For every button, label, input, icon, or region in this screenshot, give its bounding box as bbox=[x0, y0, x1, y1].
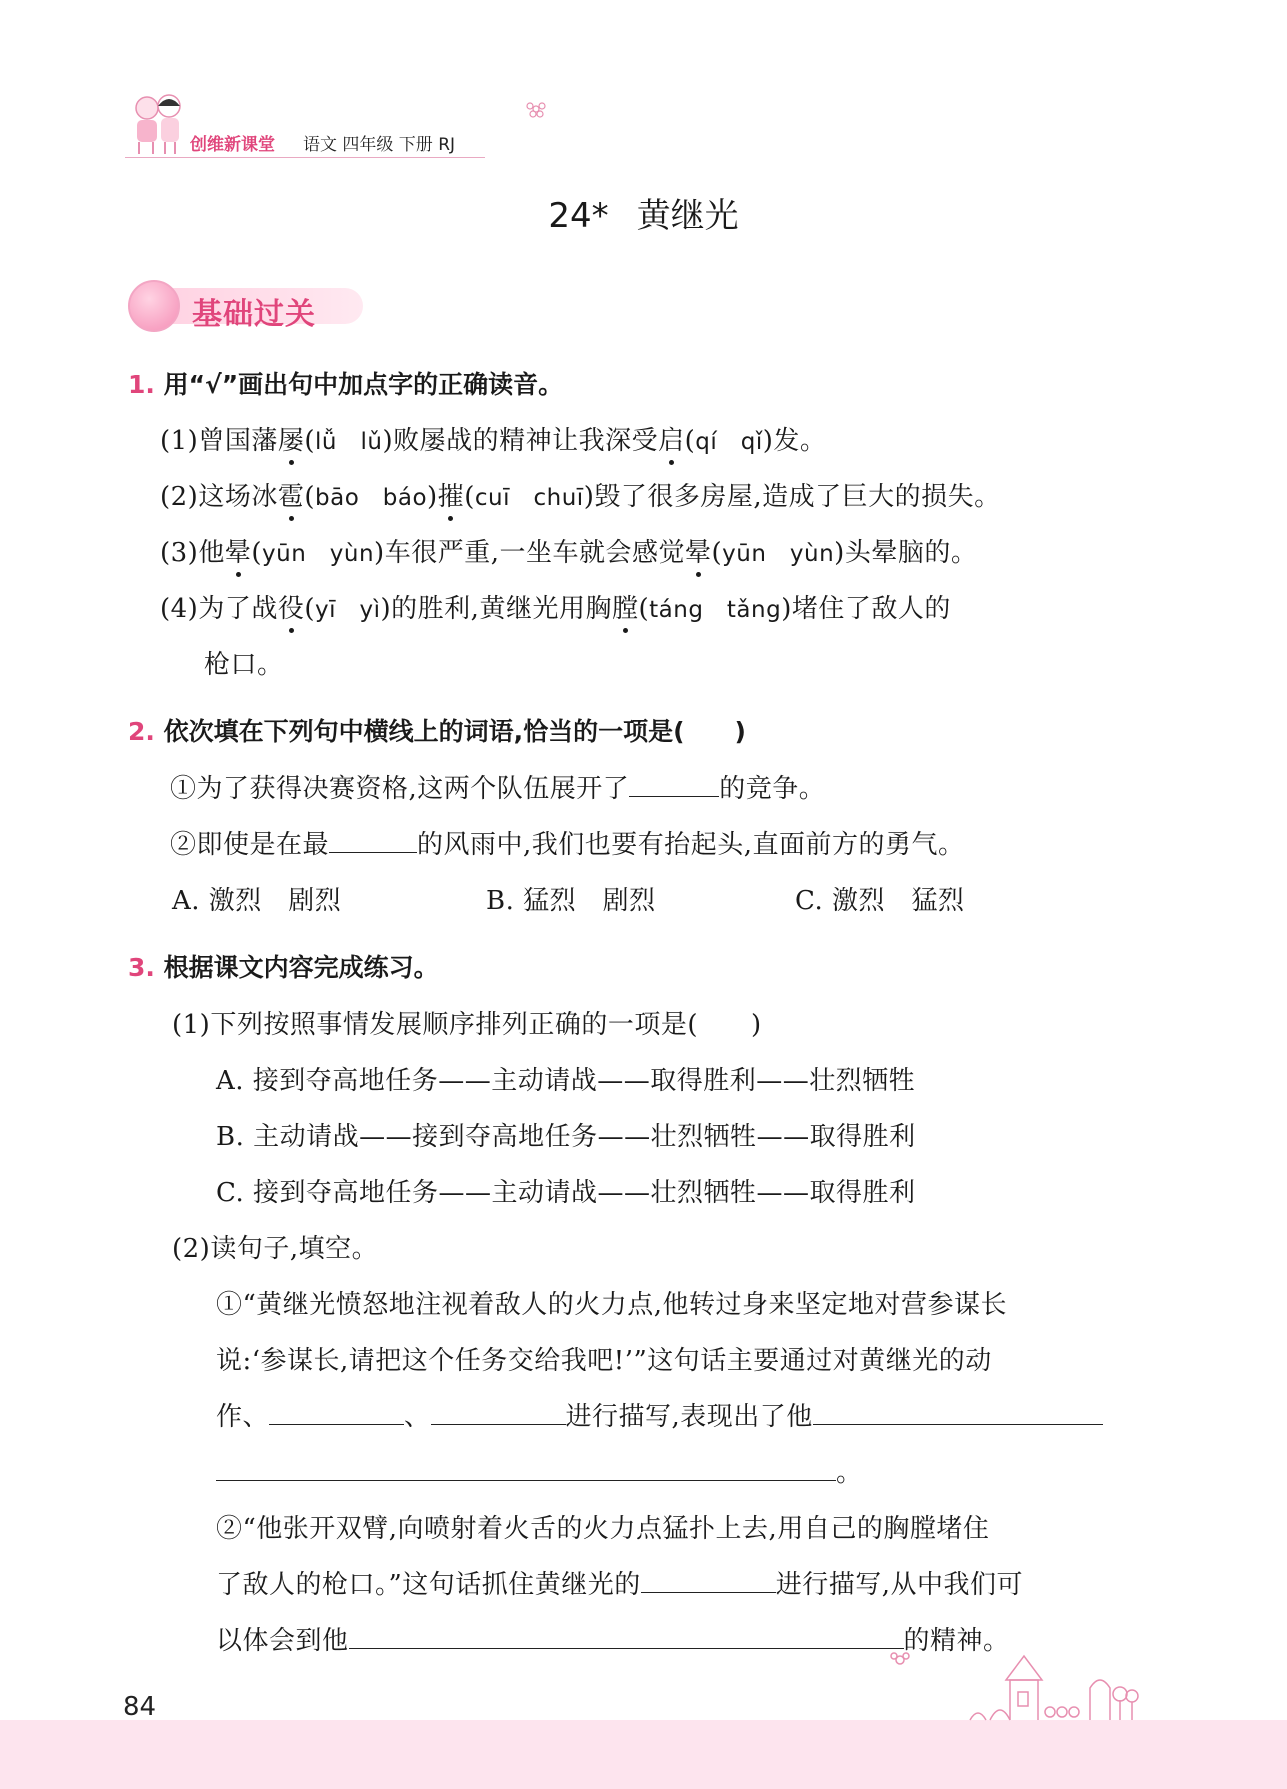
pinyin-options[interactable]: táng tǎng bbox=[649, 597, 782, 623]
dotted-char: 晕 bbox=[685, 532, 712, 569]
answer-blank[interactable] bbox=[349, 1621, 904, 1649]
lesson-name: 黄继光 bbox=[636, 196, 739, 236]
q2-sentence-1: ①为了获得决赛资格,这两个队伍展开了 的竞争。 bbox=[170, 768, 825, 805]
q1-item-2: (2)这场冰雹(bāo báo)摧(cuī chuī)毁了很多房屋,造成了巨大的损失。 bbox=[160, 476, 1001, 513]
answer-blank[interactable] bbox=[629, 769, 719, 797]
lesson-title bbox=[0, 188, 1287, 237]
dotted-char: 摧 bbox=[438, 476, 465, 513]
pinyin-options[interactable]: qí qǐ bbox=[695, 429, 763, 455]
dotted-char: 晕 bbox=[225, 532, 252, 569]
q3-sub1-option-a[interactable]: A. 接到夺高地任务——主动请战——取得胜利——壮烈牺牲 bbox=[216, 1066, 916, 1096]
q2-option-c[interactable]: C. 激烈 猛烈 bbox=[795, 886, 965, 916]
q1-number: 1. bbox=[128, 370, 155, 399]
q2-option-a[interactable]: A. 激烈 剧烈 bbox=[172, 886, 342, 916]
q1-item-1: (1)曾国藩屡(lǚ lǔ)败屡战的精神让我深受启(qí qǐ)发。 bbox=[160, 420, 826, 457]
q2-sentence-2: ②即使是在最 的风雨中,我们也要有抬起头,直面前方的勇气。 bbox=[170, 824, 965, 861]
q3-passage-2-line-2: 了敌人的枪口。”这句话抓住黄继光的 进行描写,从中我们可 bbox=[216, 1564, 1023, 1601]
header-brand: 创维新课堂 bbox=[190, 135, 275, 155]
footer-band bbox=[0, 1720, 1287, 1789]
q1-prompt-text: 用“√”画出句中加点字的正确读音。 bbox=[163, 370, 564, 399]
q1-prompt bbox=[128, 365, 563, 401]
header-children-illustration bbox=[125, 88, 195, 158]
lesson-number: 24* bbox=[548, 196, 609, 236]
dotted-char: 启 bbox=[658, 420, 685, 457]
q2-option-b[interactable]: B. 猛烈 剧烈 bbox=[486, 886, 656, 916]
castle-illustration bbox=[880, 1640, 1170, 1722]
section-badge bbox=[128, 278, 378, 330]
q1-item-4-cont: 枪口。 bbox=[204, 650, 284, 680]
q2-prompt bbox=[128, 712, 746, 748]
answer-blank[interactable] bbox=[269, 1397, 404, 1425]
q3-passage-1-line-3: 作、 、 进行描写,表现出了他 bbox=[216, 1396, 1103, 1433]
q1-item-4: (4)为了战役(yī yì)的胜利,黄继光用胸膛(táng tǎng)堵住了敌人的 bbox=[160, 588, 951, 625]
header-subject: 语文 四年级 下册 RJ bbox=[303, 135, 456, 155]
dotted-char: 雹 bbox=[278, 476, 305, 513]
pinyin-options[interactable]: bāo báo bbox=[315, 485, 428, 511]
header-divider bbox=[125, 157, 485, 158]
pinyin-options[interactable]: yūn yùn bbox=[262, 541, 375, 567]
q3-prompt bbox=[128, 948, 439, 984]
q3-passage-2-line-3: 以体会到他 的精神。 bbox=[216, 1620, 1010, 1657]
answer-blank[interactable] bbox=[431, 1397, 566, 1425]
q2-number: 2. bbox=[128, 717, 155, 746]
pinyin-options[interactable]: yī yì bbox=[315, 597, 381, 623]
q3-prompt-text: 根据课文内容完成练习。 bbox=[163, 953, 439, 982]
dotted-char: 屡 bbox=[278, 420, 305, 457]
q3-sub1-option-b[interactable]: B. 主动请战——接到夺高地任务——壮烈牺牲——取得胜利 bbox=[216, 1122, 916, 1152]
answer-blank[interactable] bbox=[329, 825, 417, 853]
q3-sub1-prompt: (1)下列按照事情发展顺序排列正确的一项是( ) bbox=[172, 1010, 762, 1040]
q3-sub2-prompt: (2)读句子,填空。 bbox=[172, 1234, 379, 1264]
q3-passage-1-line-4: 。 bbox=[216, 1452, 863, 1489]
answer-blank[interactable] bbox=[813, 1397, 1103, 1425]
q3-sub1-option-c[interactable]: C. 接到夺高地任务——主动请战——壮烈牺牲——取得胜利 bbox=[216, 1178, 916, 1208]
pinyin-options[interactable]: lǚ lǔ bbox=[315, 429, 383, 455]
flower-icon bbox=[525, 100, 547, 118]
pinyin-options[interactable]: cuī chuī bbox=[474, 485, 584, 511]
q3-passage-1-line-1: ①“黄继光愤怒地注视着敌人的火力点,他转过身来坚定地对营参谋长 bbox=[216, 1290, 1008, 1320]
section-mascot-icon bbox=[128, 280, 180, 332]
q2-prompt-text: 依次填在下列句中横线上的词语,恰当的一项是( ) bbox=[163, 717, 746, 746]
q3-passage-1-line-2: 说:‘参谋长,请把这个任务交给我吧!’”这句话主要通过对黄继光的动 bbox=[216, 1346, 992, 1376]
dotted-char: 役 bbox=[278, 588, 305, 625]
pinyin-options[interactable]: yūn yùn bbox=[722, 541, 835, 567]
answer-blank[interactable] bbox=[641, 1565, 776, 1593]
page-number: 84 bbox=[123, 1692, 157, 1722]
section-label: 基础过关 bbox=[192, 297, 316, 332]
q3-number: 3. bbox=[128, 953, 155, 982]
q1-item-3: (3)他晕(yūn yùn)车很严重,一坐车就会感觉晕(yūn yùn)头晕脑的。 bbox=[160, 532, 977, 569]
q3-passage-2-line-1: ②“他张开双臂,向喷射着火舌的火力点猛扑上去,用自己的胸膛堵住 bbox=[216, 1514, 990, 1544]
answer-blank[interactable] bbox=[216, 1453, 836, 1481]
dotted-char: 膛 bbox=[612, 588, 639, 625]
